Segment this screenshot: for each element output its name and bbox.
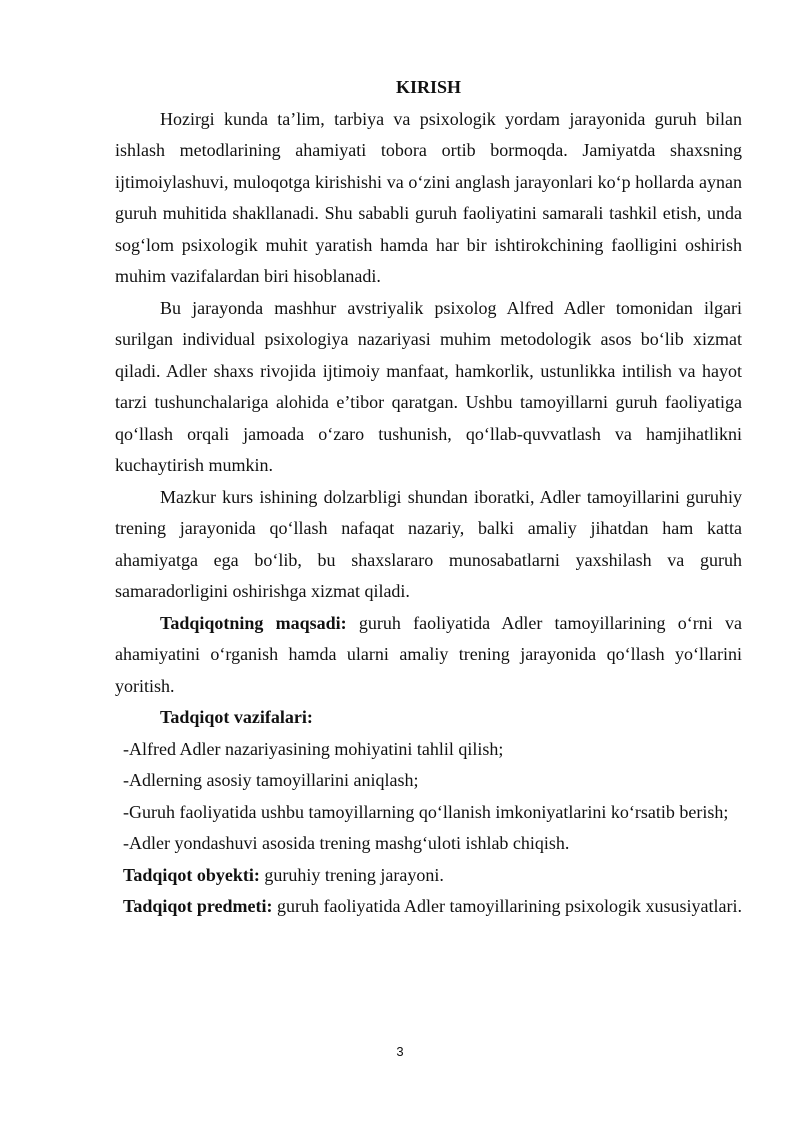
intro-paragraph-1: Hozirgi kunda ta’lim, tarbiya va psixologik yordam jarayonida guruh bilan ishlash metodlarining ahamiyati tobora ortib bormoqda. Jamiyatda shaxsning ijtimoiylashuvi, muloqotga kirishishi va o‘zini anglash jarayonlari ko‘p hollarda aynan guruh muhitida shakllanadi. Shu sababli guruh faoliyatini samarali tashkil etish, unda sog‘lom psixologik muhit yaratish hamda har bir ishtirokchining faolligini oshirish muhim vazifalardan biri hisoblanadi.	[115, 108, 742, 286]
page-content	[115, 72, 742, 923]
section-title: KIRISH	[395, 77, 462, 97]
task-item: -Guruh faoliyatida ushbu tamoyillarning qo‘llanish imkoniyatlarini ko‘rsatib berish;	[123, 801, 729, 822]
research-subject-text: guruh faoliyatida Adler tamoyillarining psixologik xususiyatlari.	[272, 896, 742, 916]
research-subject	[115, 891, 742, 923]
research-goal	[115, 608, 742, 703]
research-goal-label: Tadqiqotning maqsadi:	[160, 612, 347, 633]
research-object	[115, 860, 742, 892]
intro-paragraph-3: Mazkur kurs ishining dolzarbligi shundan iboratki, Adler tamoyillarini guruhiy trening jarayonida qo‘llash nafaqat nazariy, balki amaliy jihatdan ham katta ahamiyatga ega bo‘lib, bu shaxslararo munosabatlarni yaxshilash va guruh samaradorligini oshirishga xizmat qiladi.	[115, 486, 742, 601]
intro-paragraph-2: Bu jarayonda mashhur avstriyalik psixolog Alfred Adler tomonidan ilgari surilgan individual psixologiya nazariyasi muhim metodologik asos bo‘lib xizmat qiladi. Adler shaxs rivojida ijtimoiy manfaat, hamkorlik, ustunlikka intilish va hayot tarzi tushunchalariga alohida e’tibor qaratgan. Ushbu tamoyillarni guruh faoliyatiga qo‘llash orqali jamoada o‘zaro tushunish, qo‘llab-quvvatlash va hamjihatlikni kuchaytirish mumkin.	[115, 297, 742, 475]
task-item: -Alfred Adler nazariyasining mohiyatini tahlil qilish;	[123, 738, 504, 759]
research-subject-label: Tadqiqot predmeti:	[123, 896, 273, 916]
tasks-heading: Tadqiqot vazifalari:	[160, 707, 313, 727]
research-object-label: Tadqiqot obyekti:	[123, 864, 260, 885]
task-item: -Adler yondashuvi asosida trening mashg‘uloti ishlab chiqish.	[123, 833, 570, 853]
research-goal-text: guruh faoliyatida Adler tamoyillarining o‘rni va ahamiyatini o‘rganish hamda ularni amaliy trening jarayonida qo‘llash yo‘llarini yoritish.	[115, 612, 742, 696]
research-object-text: guruhiy trening jarayoni.	[259, 864, 444, 885]
task-item: -Adlerning asosiy tamoyillarini aniqlash;	[123, 770, 419, 790]
page-number: 3	[396, 1044, 404, 1059]
